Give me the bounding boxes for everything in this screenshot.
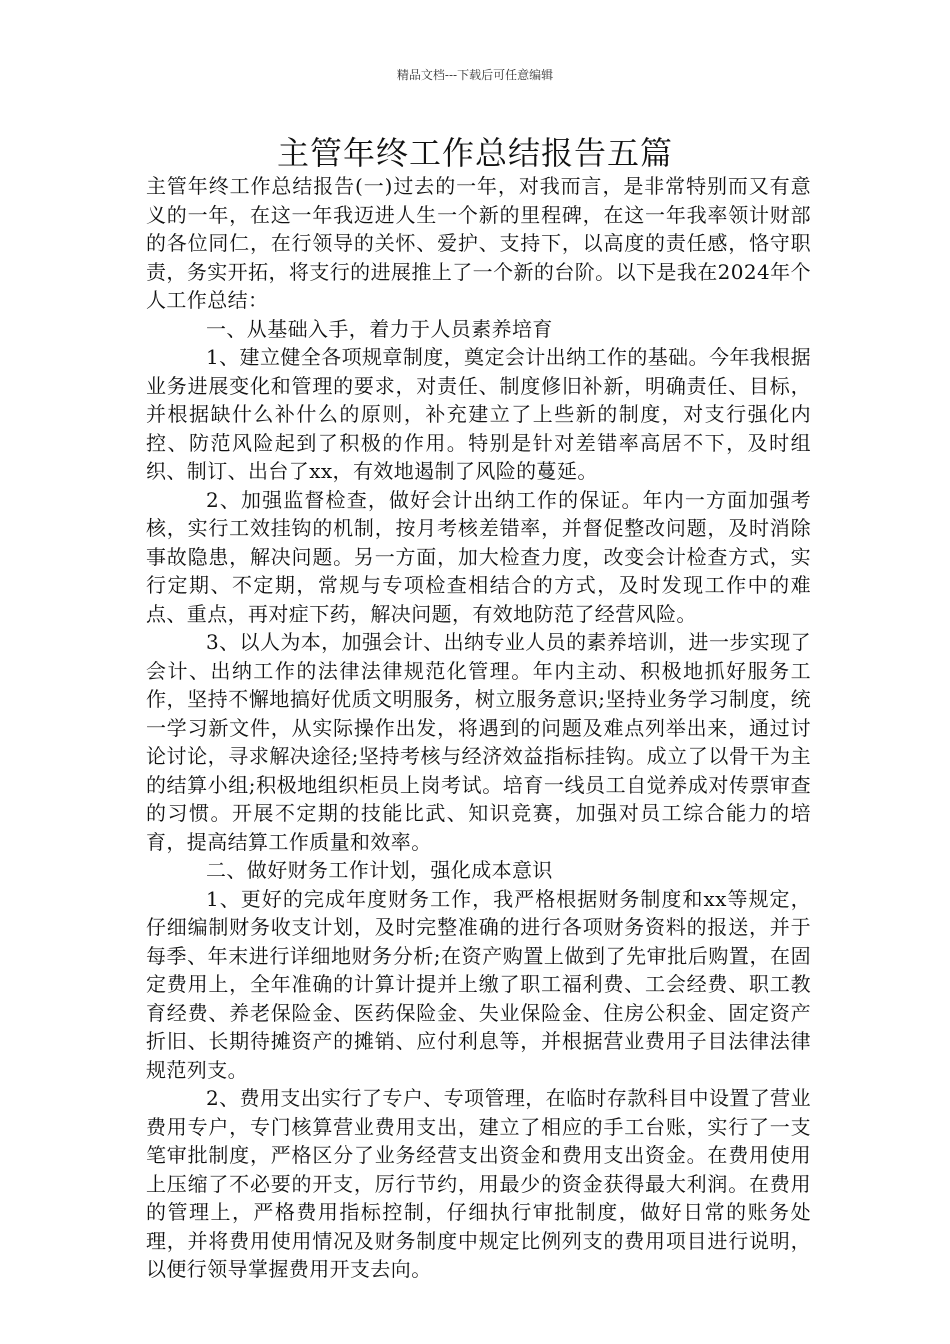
section-heading-2: 二、做好财务工作计划，强化成本意识	[206, 858, 553, 882]
section-1-item-3: 3、以人为本，加强会计、出纳专业人员的素养培训，进一步实现了会计、出纳工作的法律法律规范化管理。年内主动、积极地抓好服务工作，坚持不懈地搞好优质文明服务，树立服务意识;坚持业务学习制度，统一学习新文件，从实际操作出发，将遇到的问题及难点列举出来，通过讨论讨论，寻求解决途径;坚持考核与经济效益指标挂钩。成立了以骨干为主的结算小组;积极地组织柜员上岗考试。培育一线员工自觉养成对传票审查的习惯。开展不定期的技能比武、知识竞赛，加强对员工综合能力的培育，提高结算工作质量和效率。	[146, 630, 811, 854]
section-1-item-1: 1、建立健全各项规章制度，奠定会计出纳工作的基础。今年我根据业务进展变化和管理的要求，对责任、制度修旧补新，明确责任、目标，并根据缺什么补什么的原则，补充建立了上些新的制度，对支行强化内控、防范风险起到了积极的作用。特别是针对差错率高居不下，及时组织、制订、出台了xx，有效地遏制了风险的蔓延。	[146, 345, 811, 483]
page-header-note: 精品文档---下载后可任意编辑	[396, 68, 554, 82]
intro-paragraph: 主管年终工作总结报告(一)过去的一年，对我而言，是非常特别而又有意义的一年，在这一年我迈进人生一个新的里程碑，在这一年我率领计财部的各位同仁，在行领导的关怀、爱护、支持下，以高度的责任感，恪守职责，务实开拓，将支行的进展推上了一个新的台阶。以下是我在2024年个人工作总结：	[146, 174, 811, 312]
document-title: 主管年终工作总结报告五篇	[276, 134, 673, 172]
section-heading-1: 一、从基础入手，着力于人员素养培育	[206, 316, 553, 341]
section-2-item-2: 2、费用支出实行了专户、专项管理，在临时存款科目中设置了营业费用专户，专门核算营业费用支出，建立了相应的手工台账，实行了一支笔审批制度，严格区分了业务经营支出资金和费用支出资金。在费用使用上压缩了不必要的开支，厉行节约，用最少的资金获得最大利润。在费用的管理上，严格费用指标控制，仔细执行审批制度，做好日常的账务处理，并将费用使用情况及财务制度中规定比例列支的费用项目进行说明，以便行领导掌握费用开支去向。	[146, 1086, 811, 1281]
section-2-item-1: 1、更好的完成年度财务工作，我严格根据财务制度和xx等规定，仔细编制财务收支计划，及时完整准确的进行各项财务资料的报送，并于每季、年末进行详细地财务分析;在资产购置上做到了先审批后购置，在固定费用上，全年准确的计算计提并上缴了职工福利费、工会经费、职工教育经费、养老保险金、医药保险金、失业保险金、住房公积金、固定资产折旧、长期待摊资产的摊销、应付利息等，并根据营业费用子目法律法律规范列支。	[146, 886, 811, 1082]
section-1-item-2: 2、加强监督检查，做好会计出纳工作的保证。年内一方面加强考核，实行工效挂钩的机制，按月考核差错率，并督促整改问题，及时消除事故隐患，解决问题。另一方面，加大检查力度，改变会计检查方式，实行定期、不定期，常规与专项检查相结合的方式，及时发现工作中的难点、重点，再对症下药，解决问题，有效地防范了经营风险。	[146, 487, 811, 626]
document-body	[146, 172, 811, 1284]
